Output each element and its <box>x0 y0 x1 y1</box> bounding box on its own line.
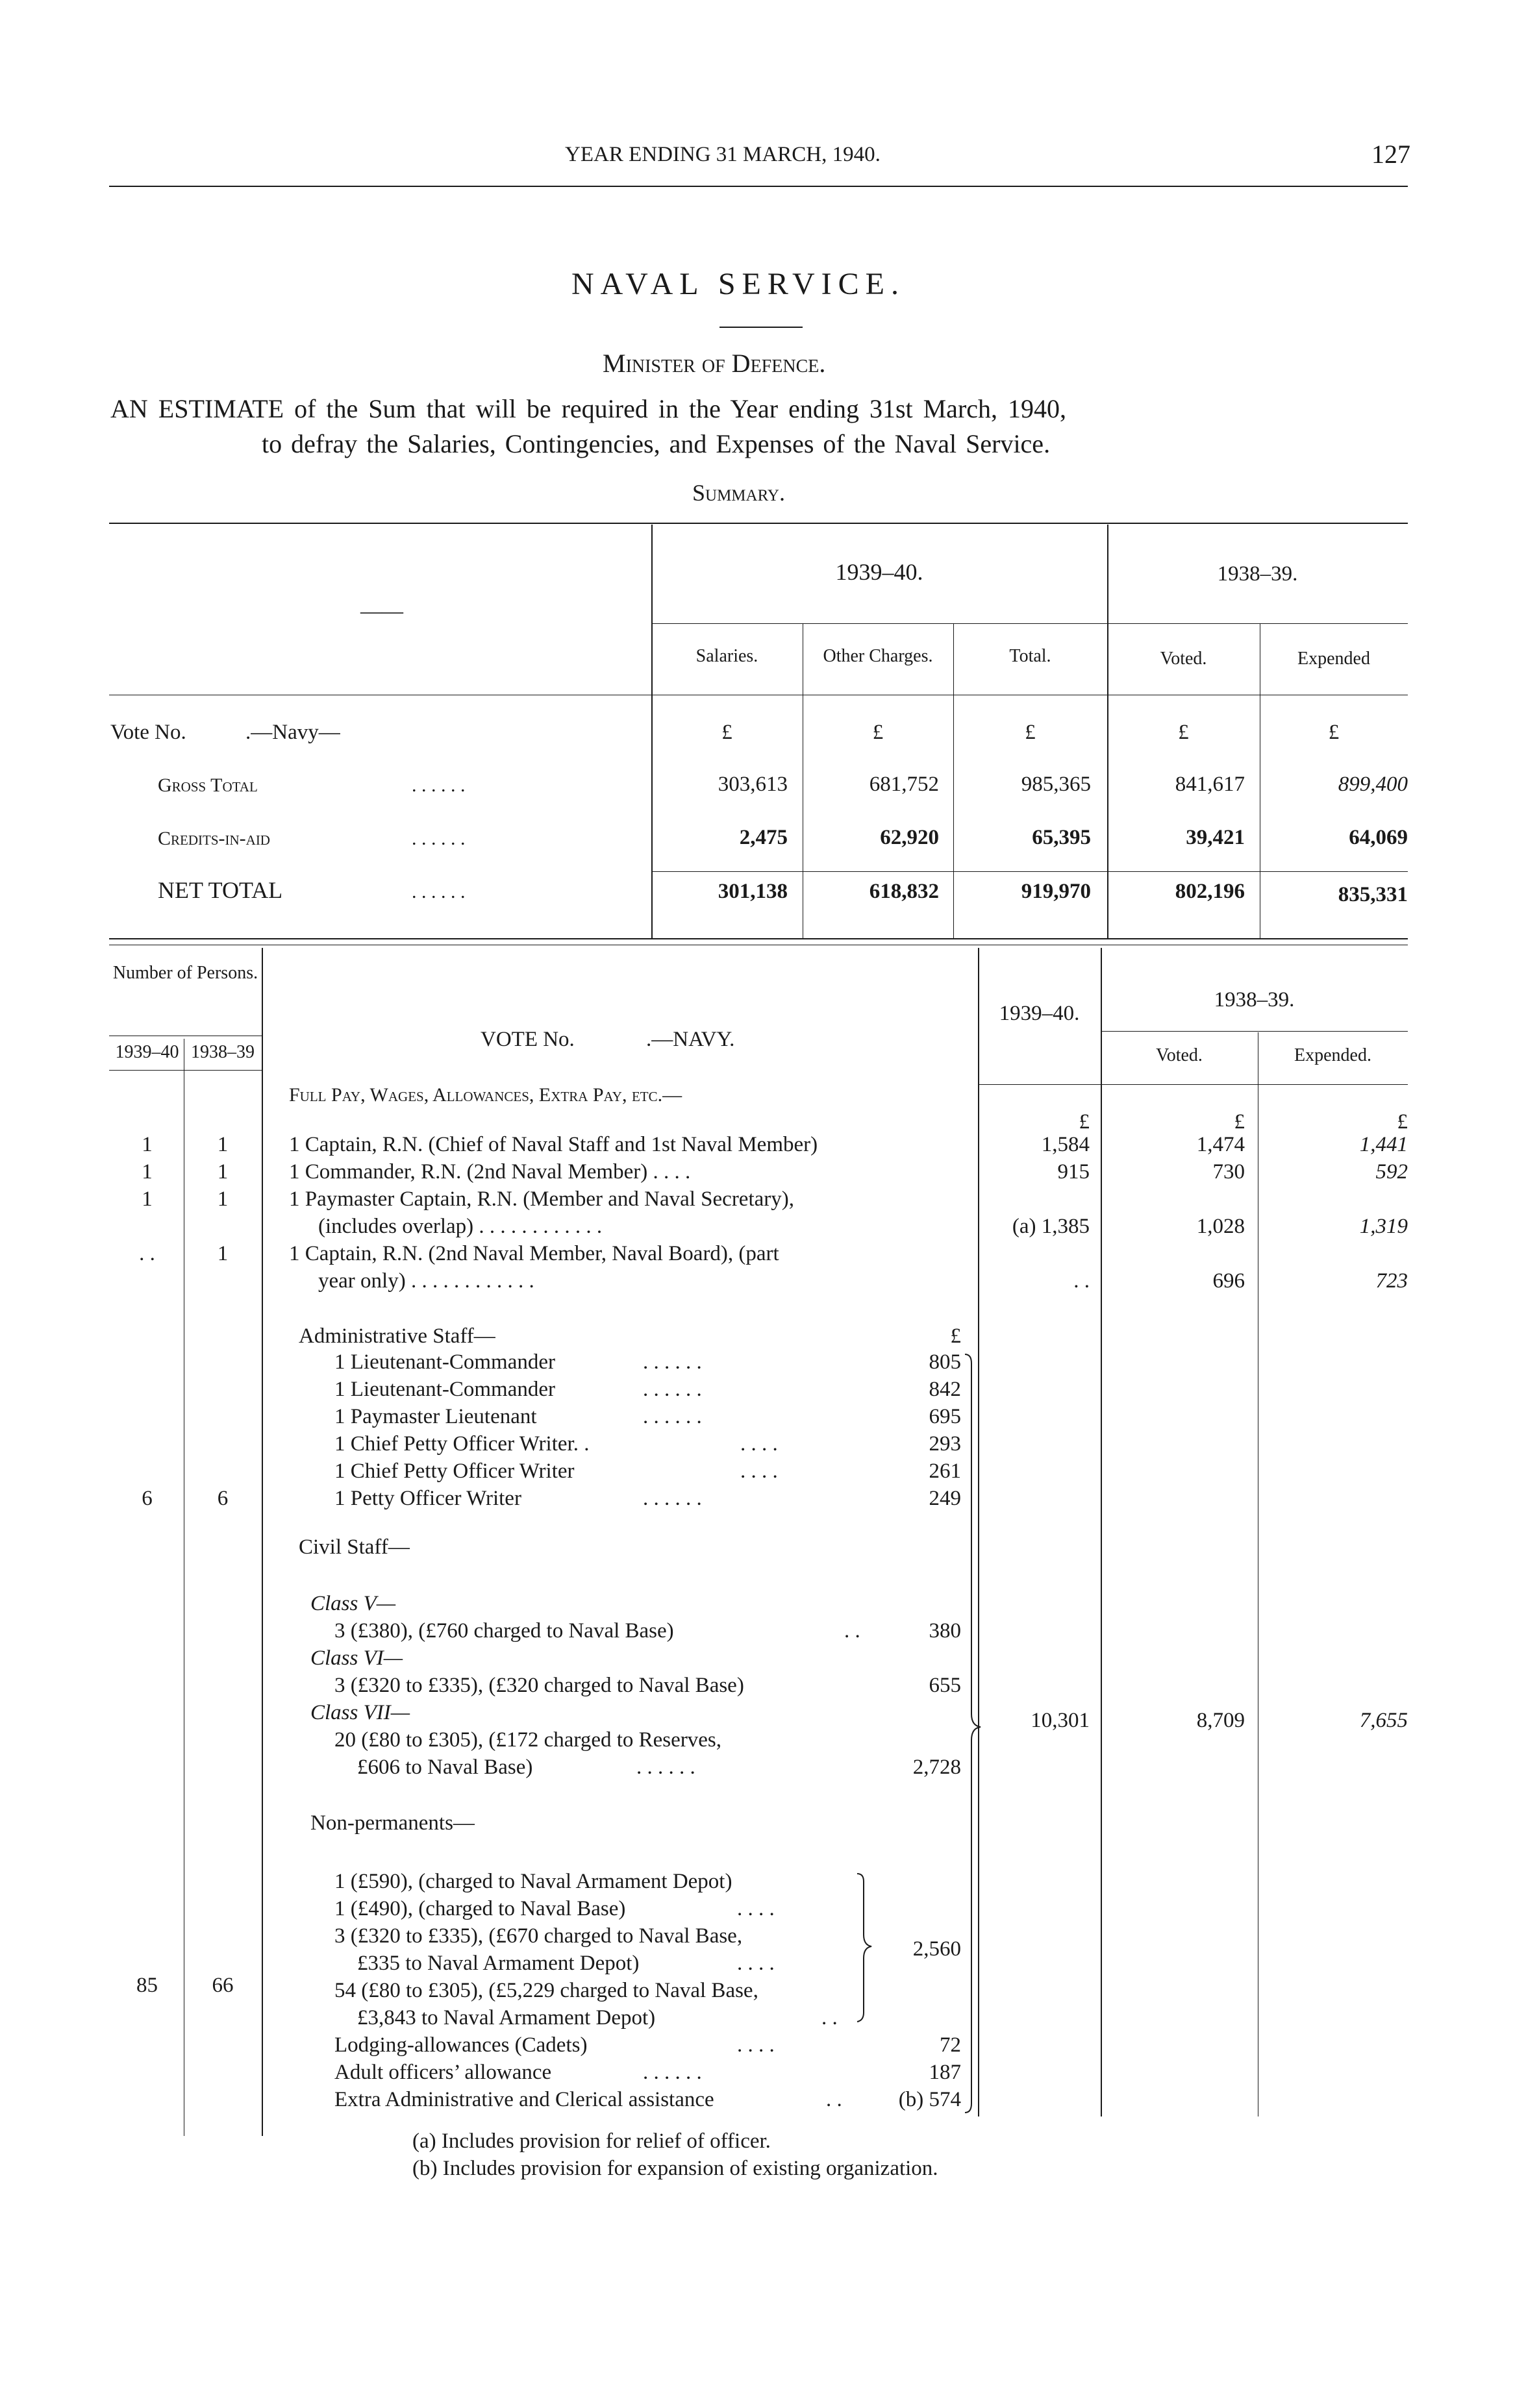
non-permanents-amount: 2,560 <box>912 1937 961 1961</box>
detail-col-1939: 1939–40. <box>999 1002 1080 1025</box>
class-v-leader: . . <box>844 1619 860 1643</box>
title-underline <box>719 327 803 328</box>
admin-item: 1 Chief Petty Officer Writer. . <box>334 1432 590 1456</box>
admin-amount: 695 <box>929 1405 961 1428</box>
non-permanent-persons-1938: 66 <box>212 1974 234 1997</box>
summary-row-leader: . . . . . . <box>412 881 466 902</box>
summary-other: 681,752 <box>869 773 939 796</box>
summary-other: 618,832 <box>869 880 939 903</box>
summary-expended: 835,331 <box>1338 883 1408 906</box>
allowance-amount: (b) 574 <box>898 2088 961 2111</box>
class-vii-line: 20 (£80 to £305), (£172 charged to Reserves, <box>334 1728 722 1752</box>
persons-1938: 1 <box>217 1187 229 1211</box>
summary-currency: £ <box>872 721 884 744</box>
amount-1939: 915 <box>1057 1160 1090 1184</box>
admin-leader: . . . . . . <box>643 1378 702 1401</box>
header-rule <box>109 186 1408 187</box>
amount-voted: 730 <box>1212 1160 1245 1184</box>
non-permanent-leader: . . <box>821 2006 838 2029</box>
section-full-pay: Full Pay, Wages, Allowances, Extra Pay, etc.— <box>289 1084 682 1106</box>
amount-voted: 1,028 <box>1196 1215 1245 1238</box>
summary-currency: £ <box>721 721 732 744</box>
summary-salaries: 301,138 <box>718 880 788 903</box>
non-permanent-line: £335 to Naval Armament Depot) <box>357 1952 640 1975</box>
detail-vline-persons-end <box>262 948 263 2136</box>
allowance-item: Lodging-allowances (Cadets) <box>334 2033 588 2057</box>
admin-leader: . . . . <box>740 1459 778 1483</box>
summary-top-rule <box>109 523 1408 524</box>
summary-currency: £ <box>1025 721 1036 744</box>
non-permanent-line: 1 (£590), (charged to Naval Armament Depot) <box>334 1870 732 1893</box>
detail-col-expended: Expended. <box>1294 1045 1371 1065</box>
estimate-line-2: to defray the Salaries, Contingencies, and Expenses of the Naval Service. <box>262 429 1051 458</box>
amount-expended: 723 <box>1375 1269 1408 1293</box>
class-v-line: 3 (£380), (£760 charged to Naval Base) <box>334 1619 674 1643</box>
vote-header: VOTE No. <box>481 1028 575 1051</box>
summary-year-current: 1939–40. <box>835 559 923 585</box>
detail-head-rule <box>978 1084 1408 1085</box>
non-permanent-persons-1939: 85 <box>136 1974 158 1997</box>
summary-col-total: Total. <box>1009 646 1051 666</box>
admin-amount: 293 <box>929 1432 961 1456</box>
summary-total: 65,395 <box>1032 826 1091 849</box>
page-title: NAVAL SERVICE. <box>571 267 905 301</box>
admin-leader: . . . . . . <box>643 1350 702 1374</box>
allowance-amount: 187 <box>929 2061 961 2084</box>
summary-row-label: NET TOTAL <box>158 877 283 903</box>
officer-line: 1 Commander, R.N. (2nd Naval Member) . . . . <box>289 1160 691 1184</box>
summary-other: 62,920 <box>880 826 939 849</box>
persons-1939: 1 <box>142 1133 153 1156</box>
summary-year-previous: 1938–39. <box>1217 562 1298 586</box>
amount-1939: . . <box>1073 1269 1090 1293</box>
summary-col-expended: Expended <box>1297 649 1370 669</box>
non-permanent-line: 3 (£320 to £335), (£670 charged to Naval Base, <box>334 1924 743 1948</box>
persons-1938: 1 <box>217 1133 229 1156</box>
summary-subhead-rule <box>651 623 1408 624</box>
summary-col-salaries: Salaries. <box>695 646 758 666</box>
amount-1939: (a) 1,385 <box>1012 1215 1090 1238</box>
non-permanent-leader: . . . . <box>737 1897 775 1920</box>
class-v-heading: Class V— <box>310 1592 396 1615</box>
allowance-leader: . . . . . . <box>643 2061 702 2084</box>
summary-row-leader: . . . . . . <box>412 775 466 796</box>
class-vi-heading: Class VI— <box>310 1646 403 1670</box>
admin-amount: 261 <box>929 1459 961 1483</box>
class-vi-line: 3 (£320 to £335), (£320 charged to Naval Base) <box>334 1674 744 1697</box>
persons-1938: 1 <box>217 1242 229 1265</box>
persons-subhead-rule <box>109 1070 262 1071</box>
summary-vote-label: Vote No. <box>110 721 186 744</box>
persons-header: Number of Persons. <box>112 963 258 983</box>
currency-voted: £ <box>1234 1110 1245 1134</box>
summary-bottom-rule <box>109 938 1408 939</box>
currency-expended: £ <box>1397 1110 1408 1134</box>
class-vii-heading: Class VII— <box>310 1701 410 1724</box>
amount-1939: 1,584 <box>1041 1133 1090 1156</box>
non-permanent-line: 1 (£490), (charged to Naval Base) <box>334 1897 626 1920</box>
admin-persons-1939: 6 <box>142 1487 153 1510</box>
stub-dash: —— <box>360 600 403 623</box>
group-total-expended: 7,655 <box>1359 1709 1408 1732</box>
amount-voted: 696 <box>1212 1269 1245 1293</box>
summary-salaries: 2,475 <box>739 826 788 849</box>
persons-1939: . . <box>139 1242 155 1265</box>
admin-item: 1 Lieutenant-Commander <box>334 1378 555 1401</box>
allowance-leader: . . . . <box>737 2033 775 2057</box>
group-brace-icon <box>962 1350 988 2116</box>
summary-voted: 802,196 <box>1175 880 1245 903</box>
persons-1939: 1 <box>142 1160 153 1184</box>
admin-amount: 805 <box>929 1350 961 1374</box>
summary-total: 919,970 <box>1021 880 1091 903</box>
summary-row-label: Credits-in-aid <box>158 828 270 849</box>
admin-staff-heading: Administrative Staff— <box>299 1324 495 1348</box>
admin-leader: . . . . . . <box>643 1405 702 1428</box>
class-v-amount: 380 <box>929 1619 961 1643</box>
summary-voted: 841,617 <box>1175 773 1245 796</box>
non-permanents-heading: Non-permanents— <box>310 1811 475 1835</box>
admin-leader: . . . . <box>740 1432 778 1456</box>
admin-amount: 249 <box>929 1487 961 1510</box>
amount-expended: 1,319 <box>1359 1215 1408 1238</box>
summary-salaries: 303,613 <box>718 773 788 796</box>
summary-row-label: Gross Total <box>158 775 258 796</box>
allowance-amount: 72 <box>940 2033 961 2057</box>
admin-leader: . . . . . . <box>643 1487 702 1510</box>
officer-line: year only) . . . . . . . . . . . . <box>318 1269 534 1293</box>
class-vii-leader: . . . . . . <box>636 1756 695 1779</box>
admin-item: 1 Chief Petty Officer Writer <box>334 1459 575 1483</box>
footnote-b: (b) Includes provision for expansion of existing organization. <box>412 2157 938 2180</box>
page-number: 127 <box>1371 140 1410 169</box>
summary-expended: 899,400 <box>1338 773 1408 796</box>
class-vii-amount: 2,728 <box>912 1756 961 1779</box>
allowance-leader: . . <box>826 2088 842 2111</box>
detail-col-voted: Voted. <box>1156 1045 1203 1065</box>
officer-line: 1 Paymaster Captain, R.N. (Member and Naval Secretary), <box>289 1187 794 1211</box>
class-vi-amount: 655 <box>929 1674 961 1697</box>
summary-heading: Summary. <box>692 480 785 506</box>
officer-line: 1 Captain, R.N. (Chief of Naval Staff and 1st Naval Member) <box>289 1133 818 1156</box>
minister-heading: Minister of Defence. <box>603 349 826 378</box>
summary-voted: 39,421 <box>1186 826 1245 849</box>
summary-row-leader: . . . . . . <box>412 828 466 849</box>
non-permanent-leader: . . . . <box>737 1952 775 1975</box>
summary-currency: £ <box>1328 721 1340 744</box>
allowance-item: Adult officers’ allowance <box>334 2061 552 2084</box>
admin-currency: £ <box>950 1324 961 1348</box>
footnote-a: (a) Includes provision for relief of officer. <box>412 2129 771 2153</box>
summary-currency: £ <box>1178 721 1189 744</box>
persons-1939: 1 <box>142 1187 153 1211</box>
officer-line: 1 Captain, R.N. (2nd Naval Member, Naval Board), (part <box>289 1242 779 1265</box>
summary-expended: 64,069 <box>1349 826 1408 849</box>
class-vii-line: £606 to Naval Base) <box>357 1756 533 1779</box>
detail-year-rule <box>1101 1031 1408 1032</box>
summary-total: 985,365 <box>1021 773 1091 796</box>
amount-expended: 1,441 <box>1359 1133 1408 1156</box>
allowance-item: Extra Administrative and Clerical assistance <box>334 2088 714 2111</box>
officer-line: (includes overlap) . . . . . . . . . . . . <box>318 1215 603 1238</box>
currency-1939: £ <box>1079 1110 1090 1134</box>
non-permanent-line: 54 (£80 to £305), (£5,229 charged to Naval Base, <box>334 1979 758 2002</box>
non-permanent-line: £3,843 to Naval Armament Depot) <box>357 2006 656 2029</box>
admin-amount: 842 <box>929 1378 961 1401</box>
summary-col-other: Other Charges. <box>823 646 933 666</box>
group-total-voted: 8,709 <box>1196 1709 1245 1732</box>
summary-col-voted: Voted. <box>1160 649 1207 669</box>
admin-item: 1 Petty Officer Writer <box>334 1487 521 1510</box>
persons-1938: 1 <box>217 1160 229 1184</box>
amount-expended: 592 <box>1375 1160 1408 1184</box>
detail-col-1938: 1938–39. <box>1214 988 1295 1012</box>
admin-item: 1 Lieutenant-Commander <box>334 1350 555 1374</box>
civil-staff-heading: Civil Staff— <box>299 1535 410 1559</box>
estimate-line-1: AN ESTIMATE of the Sum that will be required in the Year ending 31st March, 1940, <box>110 394 1067 423</box>
non-permanent-brace-icon <box>856 1870 875 2026</box>
group-total-1939: 10,301 <box>1031 1709 1090 1732</box>
persons-col-1939: 1939–40 <box>115 1042 179 1062</box>
vote-header-suffix: .—NAVY. <box>646 1028 735 1051</box>
running-title: YEAR ENDING 31 MARCH, 1940. <box>565 143 881 166</box>
amount-voted: 1,474 <box>1196 1133 1245 1156</box>
summary-net-rule <box>651 871 1408 872</box>
admin-persons-1938: 6 <box>217 1487 229 1510</box>
summary-vote-suffix: .—Navy— <box>245 721 340 744</box>
admin-item: 1 Paymaster Lieutenant <box>334 1405 537 1428</box>
persons-col-1938: 1938–39 <box>191 1042 255 1062</box>
